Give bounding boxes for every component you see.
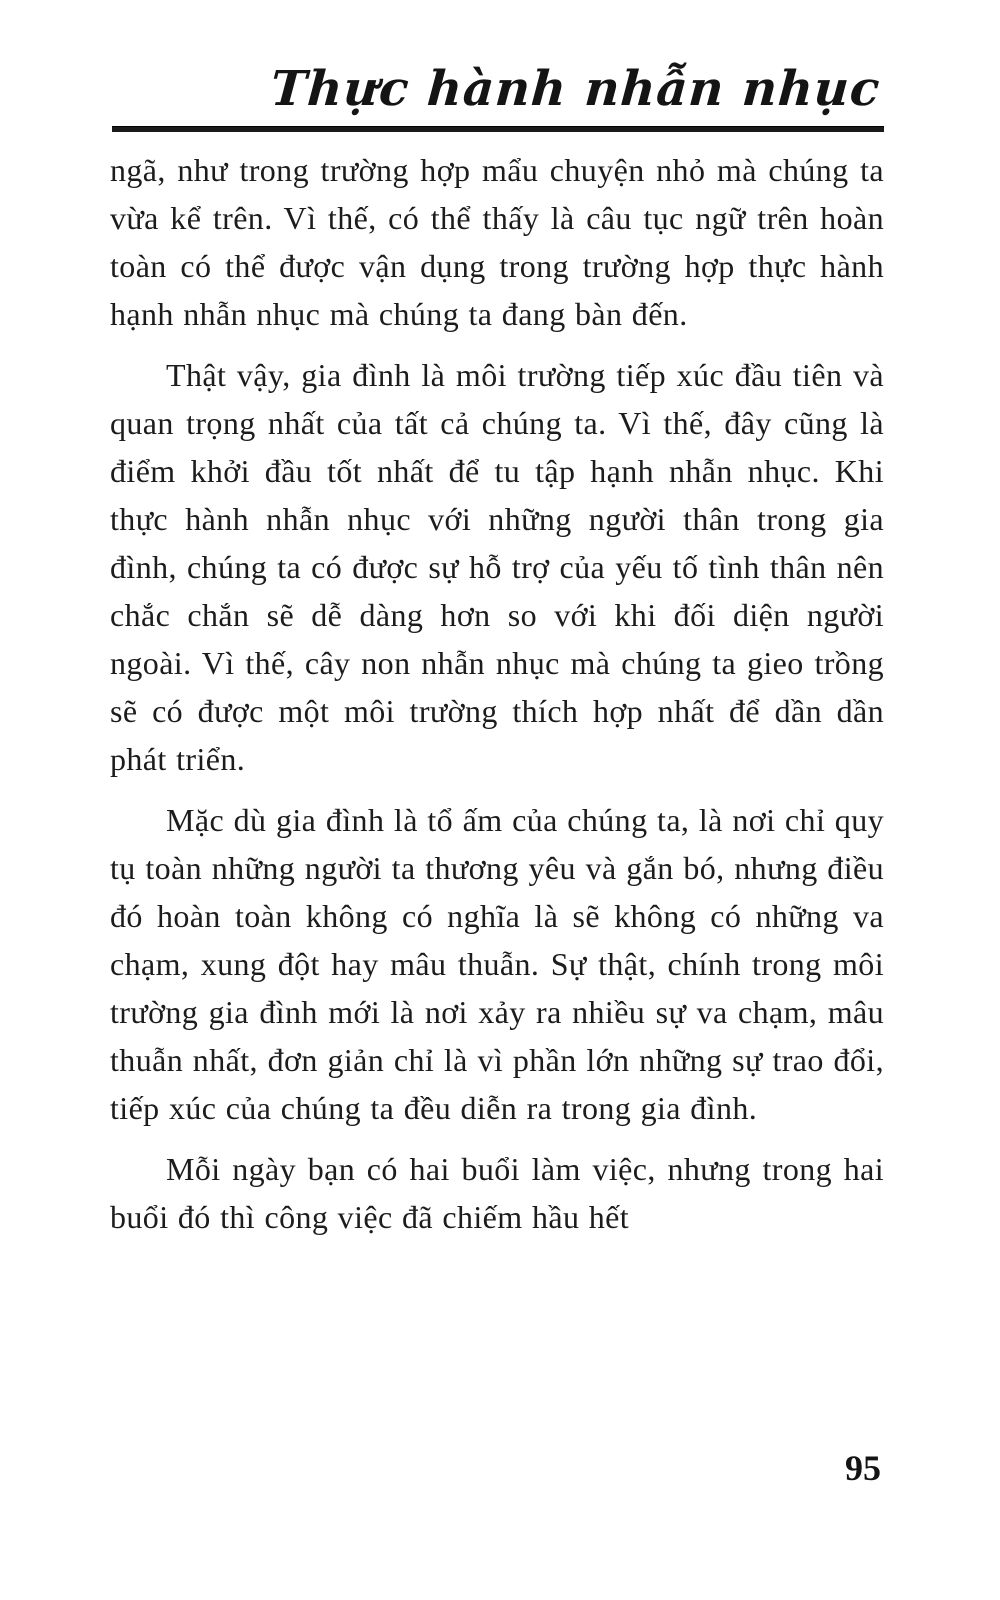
- header-rule: [112, 126, 884, 132]
- page-header: [112, 58, 884, 132]
- body-text: [110, 146, 884, 1254]
- running-head-chapter-title: Thực hành nhẫn nhục: [268, 61, 883, 117]
- paragraph: Mặc dù gia đình là tổ ấm của chúng ta, là nơi chỉ quy tụ toàn những người ta thương yêu và gắn bó, nhưng điều đó hoàn toàn không có nghĩa là sẽ không có những va chạm, xung đột hay mâu thuẫn. Sự thật, chính trong môi trường gia đình mới là nơi xảy ra nhiều sự va chạm, mâu thuẫn nhất, đơn giản chỉ là vì phần lớn những sự trao đổi, tiếp xúc của chúng ta đều diễn ra trong gia đình.: [110, 802, 884, 1126]
- paragraph: Mỗi ngày bạn có hai buổi làm việc, nhưng trong hai buổi đó thì công việc đã chiếm hầu hết: [110, 1151, 884, 1235]
- paragraph: ngã, như trong trường hợp mẩu chuyện nhỏ mà chúng ta vừa kể trên. Vì thế, có thể thấy là câu tục ngữ trên hoàn toàn có thể được vận dụng trong trường hợp thực hành hạnh nhẫn nhục mà chúng ta đang bàn đến.: [110, 152, 884, 332]
- paragraph: Thật vậy, gia đình là môi trường tiếp xúc đầu tiên và quan trọng nhất của tất cả chúng ta. Vì thế, đây cũng là điểm khởi đầu tốt nhất để tu tập hạnh nhẫn nhục. Khi thực hành nhẫn nhục với những người thân trong gia đình, chúng ta có được sự hỗ trợ của yếu tố tình thân nên chắc chắn sẽ dễ dàng hơn so với khi đối diện người ngoài. Vì thế, cây non nhẫn nhục mà chúng ta gieo trồng sẽ có được một môi trường thích hợp nhất để dần dần phát triển.: [110, 357, 884, 777]
- page-number: 95: [845, 1448, 881, 1488]
